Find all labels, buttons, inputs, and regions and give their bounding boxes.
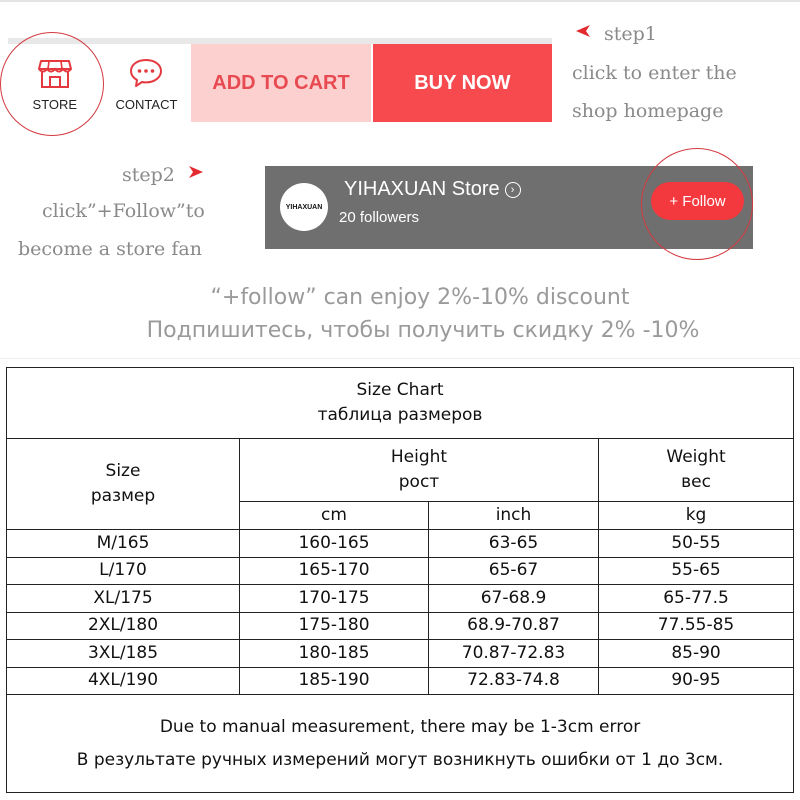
size-chart-title-en: Size Chart: [356, 380, 444, 401]
size-header-en: Size: [105, 461, 141, 482]
contact-button[interactable]: [102, 44, 192, 122]
promo-russian: Подпишитесь, чтобы получить скидку 2% -10%: [146, 318, 700, 343]
size-header-ru: размер: [90, 486, 156, 506]
height-cm-cell: 170-175: [240, 585, 429, 613]
height-inch-cell: 68.9-70.87: [429, 612, 599, 640]
unit-kg: kg: [599, 502, 794, 530]
size-cell: 2XL/180: [7, 612, 240, 640]
size-cell: M/165: [7, 530, 240, 558]
measurement-note: [7, 695, 794, 793]
step2-line2: become a store fan: [18, 238, 202, 260]
weight-kg-cell: 65-77.5: [599, 585, 794, 613]
size-chart-title-ru: таблица размеров: [317, 405, 483, 425]
store-name: YIHAXUAN Store: [344, 178, 500, 200]
height-inch-cell: 72.83-74.8: [429, 667, 599, 695]
step1-line1: click to enter the: [572, 62, 737, 84]
promo-english: “+follow” can enjoy 2%-10% discount: [210, 285, 630, 310]
buy-now-button[interactable]: [373, 44, 552, 122]
weight-kg-cell: 85-90: [599, 640, 794, 668]
step2-title: step2: [122, 163, 175, 186]
step2-line1: click”+Follow”to: [42, 200, 205, 222]
store-logo[interactable]: [280, 183, 328, 231]
top-divider: [0, 0, 800, 2]
section-divider: [0, 358, 800, 359]
chevron-right-circle-icon: ›: [505, 182, 521, 198]
table-row: [7, 640, 794, 668]
weight-kg-cell: 50-55: [599, 530, 794, 558]
weight-column-header: [599, 439, 794, 502]
height-cm-cell: 175-180: [240, 612, 429, 640]
weight-kg-cell: 55-65: [599, 557, 794, 585]
buy-now-label: BUY NOW: [414, 71, 511, 94]
note-ru: В результате ручных измерений могут возникнуть ошибки от 1 до 3см.: [76, 749, 724, 770]
step1-line2: shop homepage: [572, 100, 724, 122]
table-row: [7, 557, 794, 585]
step2-heading: [122, 163, 205, 186]
size-cell: 3XL/185: [7, 640, 240, 668]
store-highlight-circle: [0, 32, 104, 136]
size-chart-table: [6, 367, 794, 793]
size-cell: 4XL/190: [7, 667, 240, 695]
step1-heading: [574, 22, 657, 45]
step1-title: step1: [604, 22, 657, 45]
height-cm-cell: 180-185: [240, 640, 429, 668]
follow-button[interactable]: + Follow: [651, 182, 744, 220]
height-header-ru: рост: [398, 472, 440, 492]
add-to-cart-button[interactable]: [191, 44, 370, 122]
follow-highlight-circle: [641, 148, 753, 260]
store-name-link[interactable]: [344, 178, 521, 201]
arrow-right-icon: [187, 163, 205, 186]
arrow-left-icon: [574, 22, 592, 45]
size-column-header: [7, 439, 240, 530]
height-cm-cell: 160-165: [240, 530, 429, 558]
store-label: STORE: [32, 97, 78, 112]
table-row: [7, 530, 794, 558]
unit-inch: inch: [429, 502, 599, 530]
size-cell: XL/175: [7, 585, 240, 613]
follower-count: 20 followers: [339, 209, 420, 226]
weight-kg-cell: 77.55-85: [599, 612, 794, 640]
table-row: [7, 667, 794, 695]
size-chart-title: [7, 368, 794, 439]
table-row: [7, 585, 794, 613]
weight-kg-cell: 90-95: [599, 667, 794, 695]
height-cm-cell: 185-190: [240, 667, 429, 695]
store-logo-text: YIHAXUAN: [285, 203, 323, 211]
add-to-cart-label: ADD TO CART: [212, 71, 350, 94]
height-inch-cell: 70.87-72.83: [429, 640, 599, 668]
height-header-en: Height: [390, 447, 448, 468]
note-en: Due to manual measurement, there may be 1-3cm error: [159, 716, 641, 737]
table-row: [7, 612, 794, 640]
height-inch-cell: 67-68.9: [429, 585, 599, 613]
contact-label: CONTACT: [115, 97, 178, 112]
chat-bubble-icon: [126, 55, 166, 91]
height-column-header: [240, 439, 599, 502]
height-cm-cell: 165-170: [240, 557, 429, 585]
unit-cm: cm: [240, 502, 429, 530]
height-inch-cell: 63-65: [429, 530, 599, 558]
height-inch-cell: 65-67: [429, 557, 599, 585]
weight-header-ru: вес: [681, 472, 711, 492]
weight-header-en: Weight: [666, 447, 726, 468]
size-cell: L/170: [7, 557, 240, 585]
